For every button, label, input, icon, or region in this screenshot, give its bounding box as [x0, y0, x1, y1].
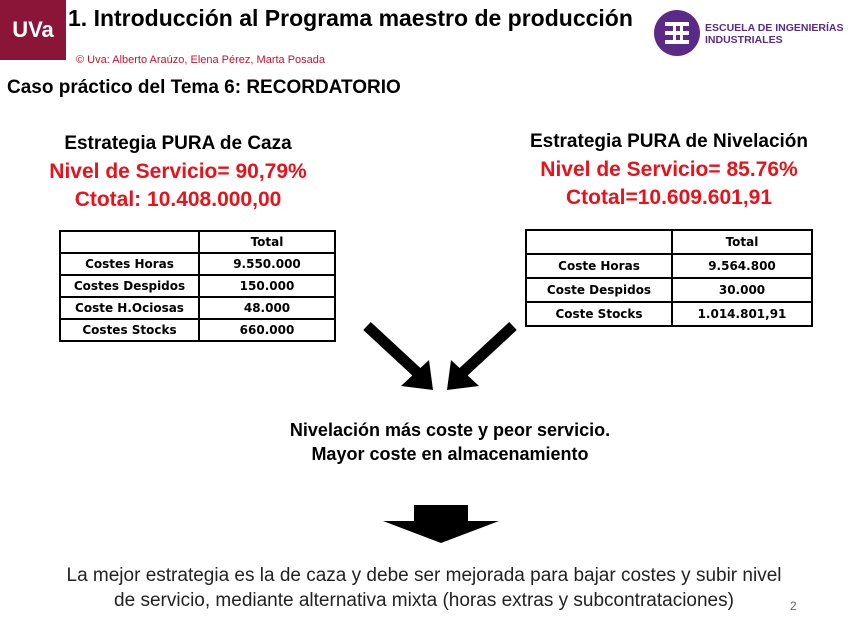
school-logo: [654, 10, 844, 56]
table-cell-value: 9.564.800: [672, 254, 812, 278]
table-header-total: Total: [672, 230, 812, 254]
final-line1: La mejor estrategia es la de caza y debe ser mejorada para bajar costes y subir nivel: [66, 565, 782, 586]
final-recommendation: [20, 563, 828, 613]
copyright-notice: © Uva: Alberto Araúzo, Elena Pérez, Marta Posada: [76, 54, 326, 66]
chase-total-cost: Ctotal: 10.408.000,00: [74, 188, 282, 211]
table-cell-value: 9.550.000: [199, 253, 335, 275]
table-cell-empty: [526, 230, 672, 254]
chase-strategy-heading: [18, 130, 338, 214]
table-cell-value: 48.000: [199, 297, 335, 319]
table-row: [526, 302, 812, 326]
table-row: [60, 319, 335, 341]
uva-logo: [0, 0, 66, 60]
chase-cost-table: [59, 230, 336, 342]
table-cell-value: 1.014.801,91: [672, 302, 812, 326]
table-cell-label: Coste Stocks: [526, 302, 672, 326]
down-arrow-icon: [383, 505, 499, 545]
slide-title: 1. Introducción al Programa maestro de producción: [68, 5, 633, 31]
conclusion-text: [200, 418, 700, 466]
slide-subtitle: Caso práctico del Tema 6: RECORDATORIO: [7, 77, 401, 98]
uva-logo-text: UVa: [12, 17, 54, 42]
table-row: [60, 253, 335, 275]
conclusion-line1: Nivelación más coste y peor servicio.: [289, 420, 611, 440]
table-cell-label: Coste Despidos: [526, 278, 672, 302]
table-row: [526, 254, 812, 278]
table-row: [60, 297, 335, 319]
conclusion-line2: Mayor coste en almacenamiento: [311, 444, 589, 464]
table-cell-label: Coste H.Ociosas: [60, 297, 199, 319]
leveling-strategy-heading: [504, 128, 834, 212]
table-cell-label: Costes Horas: [60, 253, 199, 275]
table-header-row: [60, 231, 335, 253]
table-cell-value: 30.000: [672, 278, 812, 302]
table-cell-value: 660.000: [199, 319, 335, 341]
table-header-total: Total: [199, 231, 335, 253]
table-row: [60, 275, 335, 297]
school-emblem-icon: [654, 10, 700, 56]
table-cell-value: 150.000: [199, 275, 335, 297]
table-header-row: [526, 230, 812, 254]
table-cell-label: Coste Horas: [526, 254, 672, 278]
converging-arrows-icon: [355, 318, 525, 398]
table-cell-label: Costes Stocks: [60, 319, 199, 341]
page-number: 2: [790, 599, 797, 613]
leveling-strategy-title: Estrategia PURA de Nivelación: [529, 131, 809, 152]
chase-service-level: Nivel de Servicio= 90,79%: [49, 160, 307, 183]
chase-strategy-title: Estrategia PURA de Caza: [64, 133, 292, 154]
leveling-cost-table: [525, 229, 813, 327]
school-name-line2: INDUSTRIALES: [705, 34, 783, 46]
table-cell-label: Costes Despidos: [60, 275, 199, 297]
table-row: [526, 278, 812, 302]
school-name-line1: ESCUELA DE INGENIERÍAS: [705, 22, 844, 34]
leveling-service-level: Nivel de Servicio= 85.76%: [540, 158, 798, 181]
table-cell-empty: [60, 231, 199, 253]
final-line2: de servicio, mediante alternativa mixta (horas extras y subcontrataciones): [114, 590, 734, 611]
school-name: [705, 22, 843, 46]
leveling-total-cost: Ctotal=10.609.601,91: [565, 186, 773, 209]
